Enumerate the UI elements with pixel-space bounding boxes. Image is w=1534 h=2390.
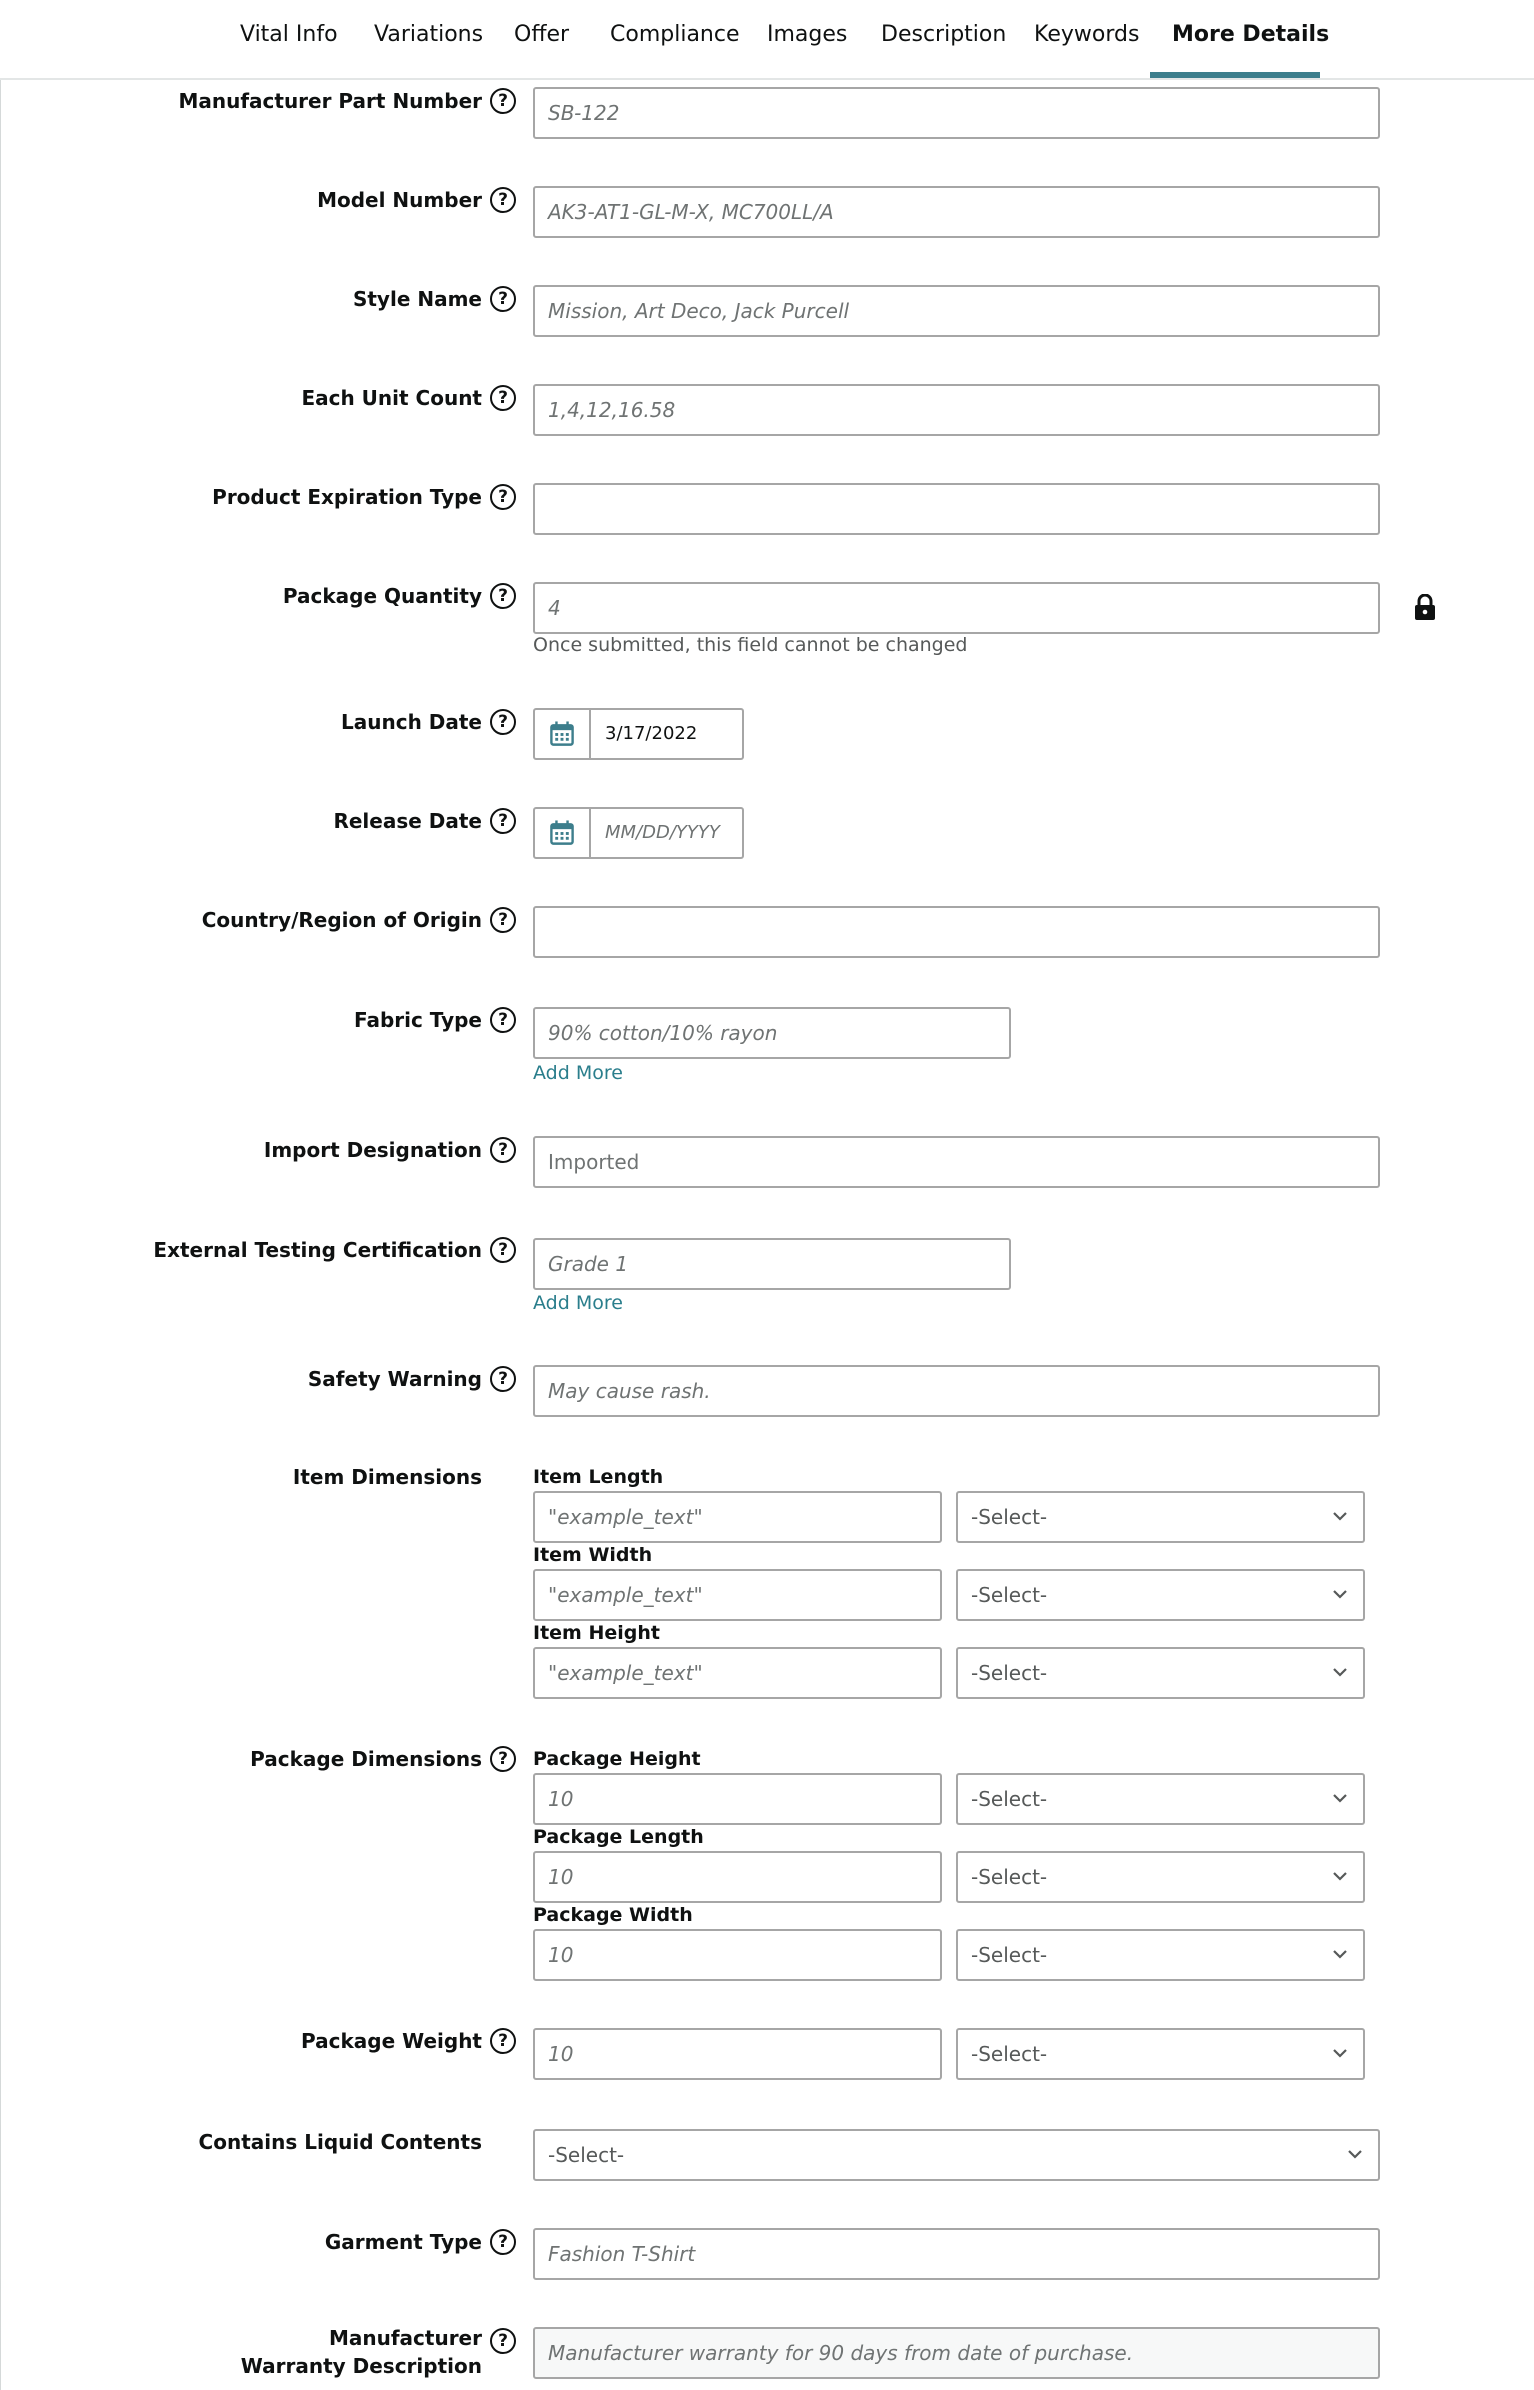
help-icon[interactable]: ? [490,583,516,609]
chevron-down-icon [1331,1869,1349,1883]
country-of-origin-input[interactable] [533,906,1380,958]
each-unit-count-input[interactable]: 1,4,12,16.58 [533,384,1380,436]
item-width-label: Item Width [533,1544,653,1566]
import-designation-select[interactable]: Imported [533,1136,1380,1188]
field-label: Safety Warning [307,1367,482,1391]
fabric-type-input[interactable]: 90% cotton/10% rayon [533,1007,1011,1059]
help-icon[interactable]: ? [490,808,516,834]
field-label: Package Quantity [282,584,482,608]
chevron-down-icon [1331,2046,1349,2060]
package-weight-unit-select[interactable] [956,2028,1365,2080]
select-value: -Select- [971,1865,1048,1889]
manufacturer-warranty-description-input[interactable]: Manufacturer warranty for 90 days from date of purchase. [533,2327,1380,2379]
safety-warning-input[interactable]: May cause rash. [533,1365,1380,1417]
field-label: Manufacturer Warranty Description [240,2326,482,2378]
select-value: -Select- [971,1943,1048,1967]
field-label: Product Expiration Type [212,485,482,509]
field-label: External Testing Certification [153,1238,482,1262]
help-icon[interactable]: ? [490,187,516,213]
help-icon[interactable]: ? [490,907,516,933]
contains-liquid-contents-select[interactable] [533,2129,1380,2181]
calendar-icon[interactable] [535,809,591,857]
active-tab-indicator [1150,72,1320,78]
help-icon[interactable]: ? [490,88,516,114]
chevron-down-icon [1346,2147,1364,2161]
package-width-label: Package Width [533,1904,693,1926]
item-length-label: Item Length [533,1466,664,1488]
help-icon[interactable]: ? [490,2328,516,2354]
locked-field-note: Once submitted, this field cannot be changed [533,634,968,656]
field-label: Manufacturer Part Number [178,89,482,113]
help-icon[interactable]: ? [490,286,516,312]
field-label: Package Dimensions [250,1747,482,1771]
package-height-label: Package Height [533,1748,701,1770]
package-length-input[interactable]: 10 [533,1851,942,1903]
help-icon[interactable]: ? [490,2229,516,2255]
package-height-input[interactable]: 10 [533,1773,942,1825]
release-date-input[interactable]: MM/DD/YYYY [605,822,720,843]
package-length-label: Package Length [533,1826,704,1848]
field-label: Package Weight [301,2029,482,2053]
tab-compliance[interactable]: Compliance [610,22,740,47]
item-length-unit-select[interactable] [956,1491,1365,1543]
item-height-input[interactable]: "example_text" [533,1647,942,1699]
select-value: -Select- [971,1661,1048,1685]
field-label: Fabric Type [353,1008,482,1032]
field-label: Country/Region of Origin [201,908,482,932]
fabric-type-add-more-link[interactable]: Add More [533,1062,623,1084]
field-label: Each Unit Count [301,386,482,410]
tab-vital-info[interactable]: Vital Info [240,22,338,47]
page-left-border [0,0,1,2390]
package-height-unit-select[interactable] [956,1773,1365,1825]
item-height-label: Item Height [533,1622,660,1644]
tab-more-details[interactable]: More Details [1172,22,1330,47]
launch-date-input[interactable]: 3/17/2022 [605,723,698,744]
launch-date-picker[interactable] [533,708,744,760]
help-icon[interactable]: ? [490,1137,516,1163]
field-label: Style Name [352,287,482,311]
external-testing-certification-input[interactable]: Grade 1 [533,1238,1011,1290]
garment-type-input[interactable]: Fashion T-Shirt [533,2228,1380,2280]
help-icon[interactable]: ? [490,1237,516,1263]
field-label: Model Number [317,188,482,212]
item-height-unit-select[interactable] [956,1647,1365,1699]
package-weight-input[interactable]: 10 [533,2028,942,2080]
package-width-input[interactable]: 10 [533,1929,942,1981]
item-width-unit-select[interactable] [956,1569,1365,1621]
tab-variations[interactable]: Variations [374,22,484,47]
select-value: -Select- [548,2143,625,2167]
select-value: -Select- [971,1505,1048,1529]
help-icon[interactable]: ? [490,1007,516,1033]
select-value: -Select- [971,2042,1048,2066]
chevron-down-icon [1331,1509,1349,1523]
help-icon[interactable]: ? [490,1746,516,1772]
tab-keywords[interactable]: Keywords [1034,22,1140,47]
field-label: Release Date [333,809,482,833]
tab-bar [0,0,1534,80]
field-label: Item Dimensions [292,1465,482,1489]
chevron-down-icon [1331,1791,1349,1805]
product-expiration-type-input[interactable] [533,483,1380,535]
certification-add-more-link[interactable]: Add More [533,1292,623,1314]
style-name-input[interactable]: Mission, Art Deco, Jack Purcell [533,285,1380,337]
tab-description[interactable]: Description [881,22,1007,47]
select-value: -Select- [971,1583,1048,1607]
field-label: Contains Liquid Contents [198,2130,482,2154]
package-width-unit-select[interactable] [956,1929,1365,1981]
item-length-input[interactable]: "example_text" [533,1491,942,1543]
help-icon[interactable]: ? [490,1366,516,1392]
tab-images[interactable]: Images [767,22,848,47]
lock-icon [1414,594,1436,620]
field-label: Launch Date [341,710,482,734]
help-icon[interactable]: ? [490,385,516,411]
manufacturer-part-number-input[interactable]: SB-122 [533,87,1380,139]
package-length-unit-select[interactable] [956,1851,1365,1903]
field-label: Import Designation [263,1138,482,1162]
chevron-down-icon [1331,1665,1349,1679]
package-quantity-input[interactable]: 4 [533,582,1380,634]
chevron-down-icon [1331,1587,1349,1601]
item-width-input[interactable]: "example_text" [533,1569,942,1621]
help-icon[interactable]: ? [490,709,516,735]
field-label: Garment Type [324,2230,482,2254]
help-icon[interactable]: ? [490,2028,516,2054]
release-date-picker[interactable] [533,807,744,859]
help-icon[interactable]: ? [490,484,516,510]
model-number-input[interactable]: AK3-AT1-GL-M-X, MC700LL/A [533,186,1380,238]
chevron-down-icon [1331,1947,1349,1961]
select-value: -Select- [971,1787,1048,1811]
calendar-icon[interactable] [535,710,591,758]
tab-offer[interactable]: Offer [514,22,570,47]
